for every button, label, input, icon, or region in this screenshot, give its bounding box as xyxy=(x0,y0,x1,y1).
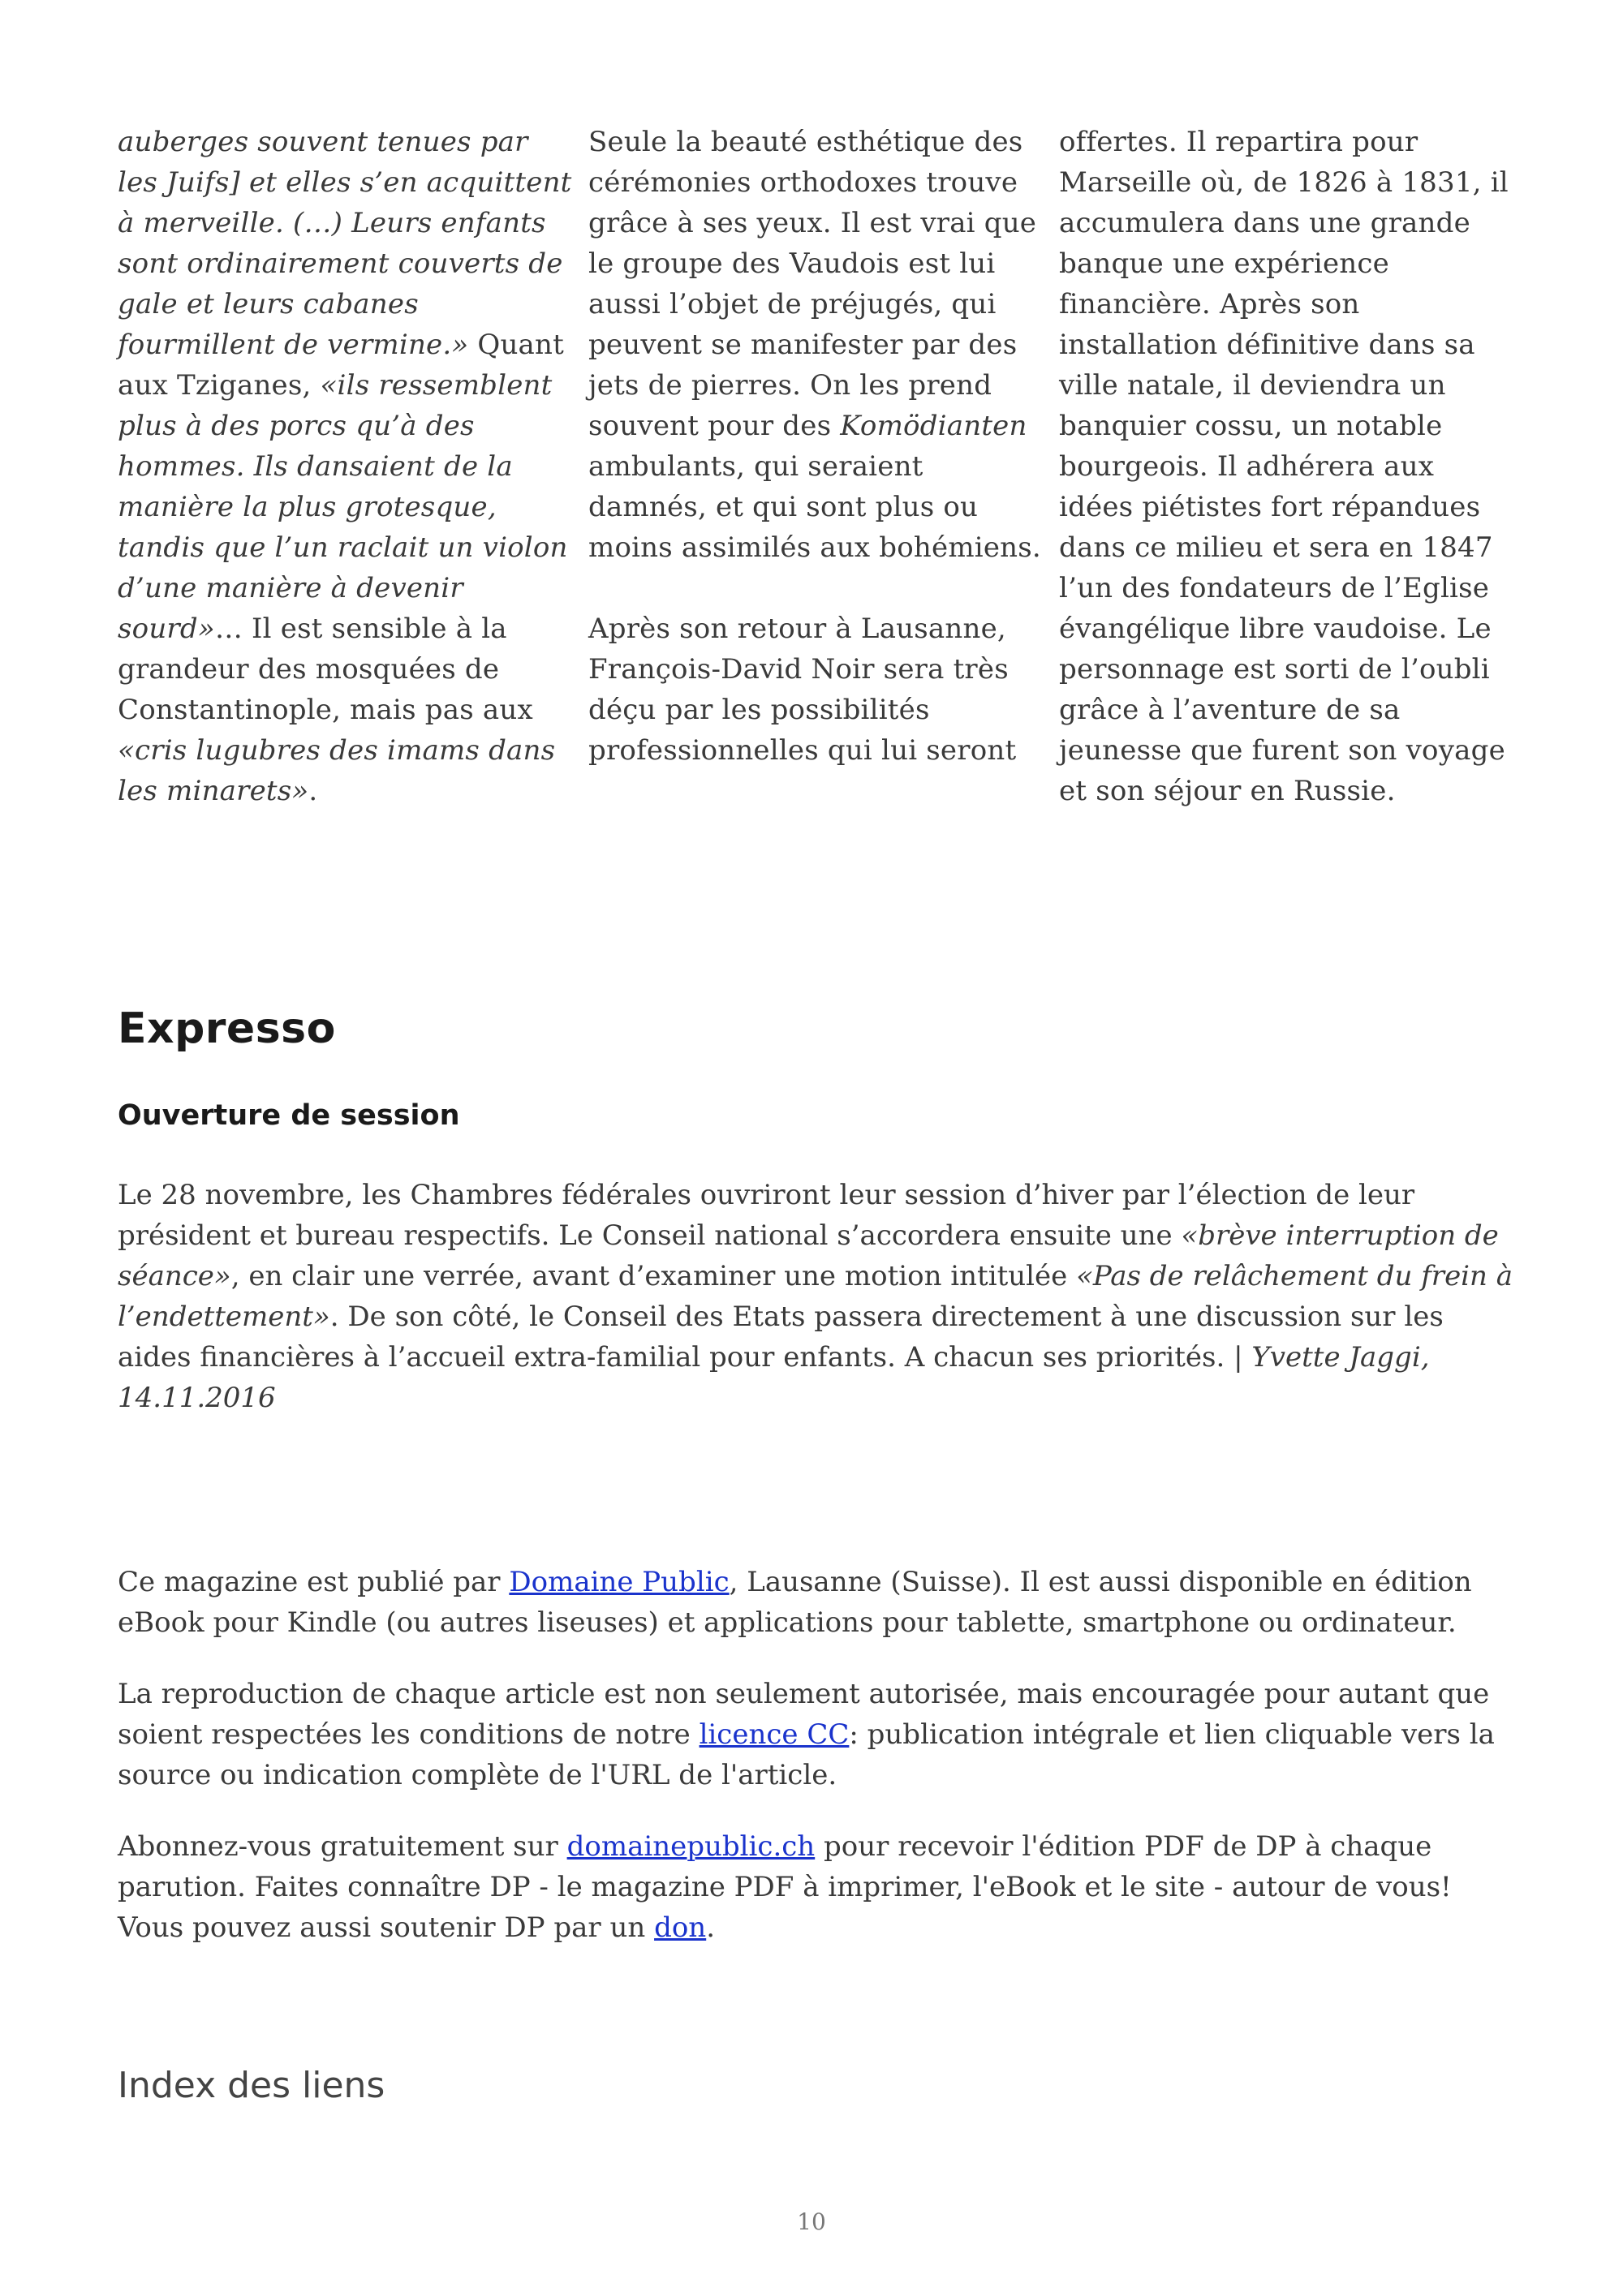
footer-paragraph-subscribe xyxy=(118,1826,1522,1948)
donation-link[interactable]: don xyxy=(654,1911,707,1944)
text-span: : publication intégrale et lien cliquable vers la source ou indication complète de l'URL de l'article. xyxy=(118,1718,1495,1791)
text-span: . xyxy=(308,775,318,807)
column-3 xyxy=(1059,122,1513,811)
text-span: Abonnez-vous gratuitement sur xyxy=(118,1830,567,1863)
quote-seance: «brève interruption de séance» xyxy=(118,1219,1499,1292)
text-span: , en clair une verrée, avant d’examiner une motion intitulée xyxy=(230,1260,1077,1292)
domaine-public-link[interactable]: Domaine Public xyxy=(509,1566,730,1598)
term-komodianten: Komödianten xyxy=(840,410,1027,442)
quote-motion: «Pas de relâchement du frein à l’endettement» xyxy=(118,1260,1513,1333)
text-span: Ce magazine est publié par xyxy=(118,1566,510,1598)
text-span: Quant aux Tziganes, xyxy=(118,329,564,402)
publication-footer xyxy=(118,1562,1522,1979)
text-span: . xyxy=(706,1911,716,1944)
footer-paragraph-publisher xyxy=(118,1562,1522,1643)
text-span: Seule la beauté esthétique des cérémonies orthodoxes trouve grâce à ses yeux. Il est vrai que le groupe des Vaudois est lui aussi l’objet de préjugés, qui peuvent se manifester par des jets de pierres. On les prend souvent pour des xyxy=(588,126,1037,442)
column-1 xyxy=(118,122,572,811)
licence-cc-link[interactable]: licence CC xyxy=(699,1718,850,1751)
text-span: Le 28 novembre, les Chambres fédérales ouvriront leur session d’hiver par l’élection de leur président et bureau respectifs. Le Conseil national s’accordera ensuite une xyxy=(118,1179,1415,1252)
column-2-paragraph-1 xyxy=(588,122,1043,568)
column-2-paragraph-2: Après son retour à Lausanne, François-David Noir sera très déçu par les possibilités professionnelles qui lui seront xyxy=(588,613,1017,767)
article-title: Ouverture de session xyxy=(118,1099,460,1132)
article-byline: Yvette Jaggi, 14.11.2016 xyxy=(118,1341,1430,1414)
text-span: La reproduction de chaque article est non seulement autorisée, mais encouragée pour autant que soient respectées les conditions de notre xyxy=(118,1678,1490,1751)
quote-juifs: auberges souvent tenues par les Juifs] et elles s’en acquittent à merveille. (…) Leurs enfants sont ordinairement couverts de gale et leurs cabanes fourmillent de vermine.» xyxy=(118,126,572,361)
text-span: . De son côté, le Conseil des Etats passera directement à une discussion sur les aides financières à l’accueil extra-familial pour enfants. A chacun ses priorités. | xyxy=(118,1301,1444,1374)
column-3-paragraph: offertes. Il repartira pour Marseille où, de 1826 à 1831, il accumulera dans une grande banque une expérience financière. Après son installation définitive dans sa ville natale, il deviendra un banquier cossu, un notable bourgeois. Il adhérera aux idées piétistes fort répandues dans ce milieu et sera en 1847 l’un des fondateurs de l’Eglise évangélique libre vaudoise. Le personnage est sorti de l’oubli grâce à l’aventure de sa jeunesse que furent son voyage et son séjour en Russie. xyxy=(1059,126,1509,807)
article-columns xyxy=(118,122,1513,811)
text-span: , Lausanne (Suisse). Il est aussi disponible en édition eBook pour Kindle (ou autres liseuses) et applications pour tablette, smartphone ou ordinateur. xyxy=(118,1566,1472,1639)
quote-imams: «cris lugubres des imams dans les minarets» xyxy=(118,734,556,807)
quote-tziganes: «ils ressemblent plus à des porcs qu’à des hommes. Ils dansaient de la manière la plus grotesque, tandis que l’un raclait un violon d’une manière à devenir sourd» xyxy=(118,369,568,645)
article-body xyxy=(118,1175,1522,1418)
section-title: Expresso xyxy=(118,1004,336,1053)
domainepublic-link[interactable]: domainepublic.ch xyxy=(566,1830,816,1863)
column-1-paragraph xyxy=(118,122,572,811)
text-span: ambulants, qui seraient damnés, et qui sont plus ou moins assimilés aux bohémiens. xyxy=(588,450,1041,564)
footer-paragraph-license xyxy=(118,1674,1522,1795)
index-title: Index des liens xyxy=(118,2065,385,2106)
column-2 xyxy=(588,122,1043,811)
page-number: 10 xyxy=(797,2208,826,2235)
text-span: pour recevoir l'édition PDF de DP à chaque parution. Faites connaître DP - le magazine PDF à imprimer, l'eBook et le site - autour de vous! Vous pouvez aussi soutenir DP par un xyxy=(118,1830,1452,1944)
text-span: … Il est sensible à la grandeur des mosquées de Constantinople, mais pas aux xyxy=(118,613,533,726)
